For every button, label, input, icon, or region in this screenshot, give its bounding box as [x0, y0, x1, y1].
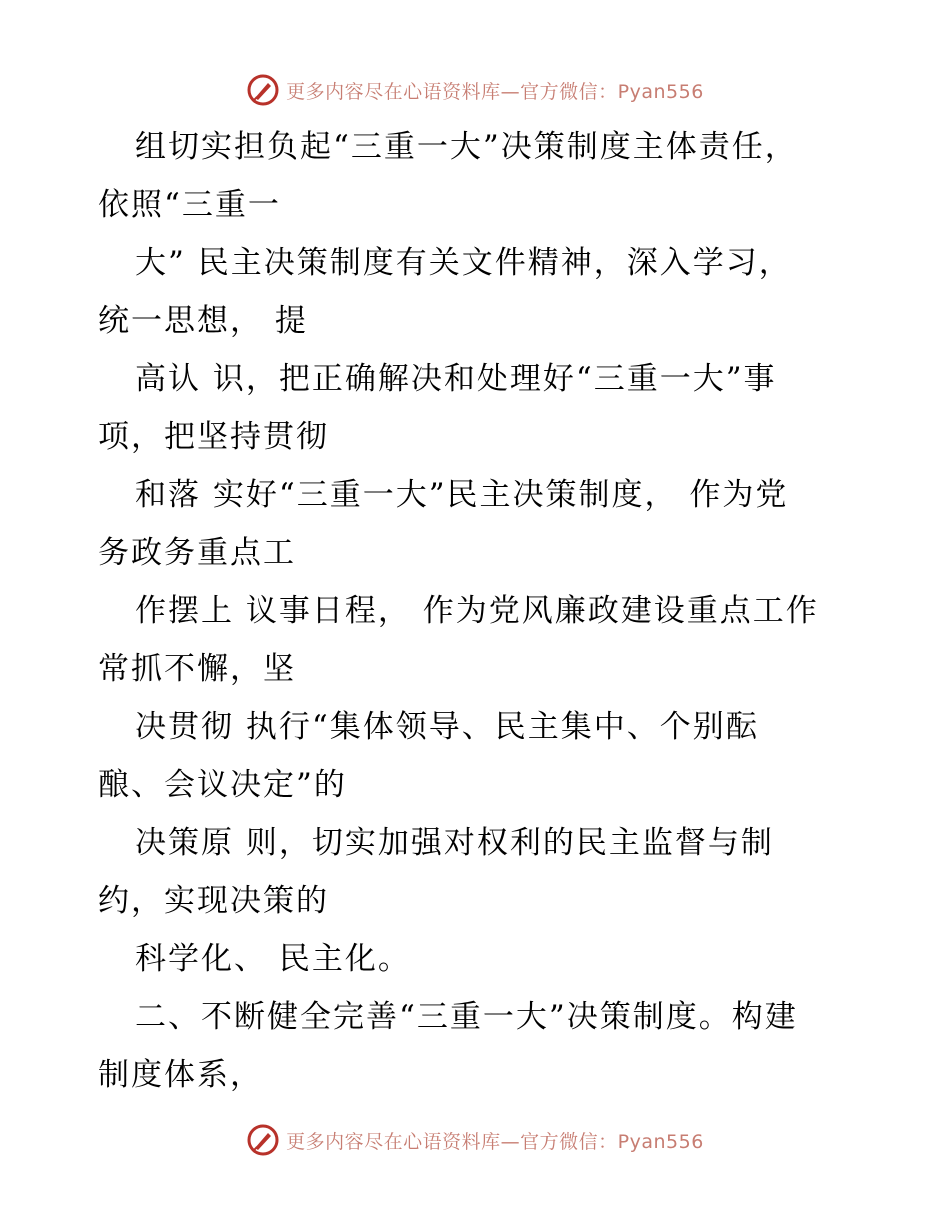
- paragraph-line: 作摆上 议事日程， 作为党风廉政建设重点工作: [135, 593, 819, 629]
- paragraph-line: 酿、会议决定”的: [98, 767, 347, 803]
- footer-watermark: [0, 1120, 950, 1160]
- paragraph: [0, 350, 950, 466]
- paragraph-line: 约，实现决策的: [98, 883, 329, 919]
- header-watermark: [0, 70, 950, 110]
- paragraph-line: 常抓不懈，坚: [98, 651, 296, 687]
- paragraph-line: 制度体系，: [98, 1057, 263, 1093]
- paragraph: [0, 814, 950, 930]
- paragraph: [0, 930, 950, 988]
- paragraph-line: 依照“三重一: [98, 187, 281, 223]
- document-body: [0, 118, 950, 1104]
- paragraph-line: 二、不断健全完善“三重一大”决策制度。构建: [135, 999, 798, 1035]
- pen-logo-icon: [246, 1123, 280, 1157]
- paragraph-line: 决贯彻 执行“集体领导、民主集中、个别酝: [135, 709, 759, 745]
- paragraph: [0, 698, 950, 814]
- paragraph-line: 统一思想， 提: [98, 303, 308, 339]
- paragraph-line: 决策原 则，切实加强对权利的民主监督与制: [135, 825, 774, 861]
- paragraph-line: 高认 识，把正确解决和处理好“三重一大”事: [135, 361, 777, 397]
- paragraph: [0, 118, 950, 234]
- paragraph-line: 大” 民主决策制度有关文件精神，深入学习，: [135, 245, 792, 281]
- section-heading-paragraph: [0, 988, 950, 1104]
- watermark-text: 更多内容尽在心语资料库—官方微信：Pyan556: [286, 80, 704, 103]
- watermark-text: 更多内容尽在心语资料库—官方微信：Pyan556: [286, 1130, 704, 1153]
- paragraph: [0, 582, 950, 698]
- paragraph-line: 科学化、 民主化。: [135, 941, 411, 977]
- pen-logo-icon: [246, 73, 280, 107]
- paragraph-line: 组切实担负起“三重一大”决策制度主体责任，: [135, 129, 798, 165]
- paragraph: [0, 466, 950, 582]
- paragraph-line: 务政务重点工: [98, 535, 296, 571]
- paragraph-line: 和落 实好“三重一大”民主决策制度， 作为党: [135, 477, 789, 513]
- paragraph: [0, 234, 950, 350]
- paragraph-line: 项，把坚持贯彻: [98, 419, 329, 455]
